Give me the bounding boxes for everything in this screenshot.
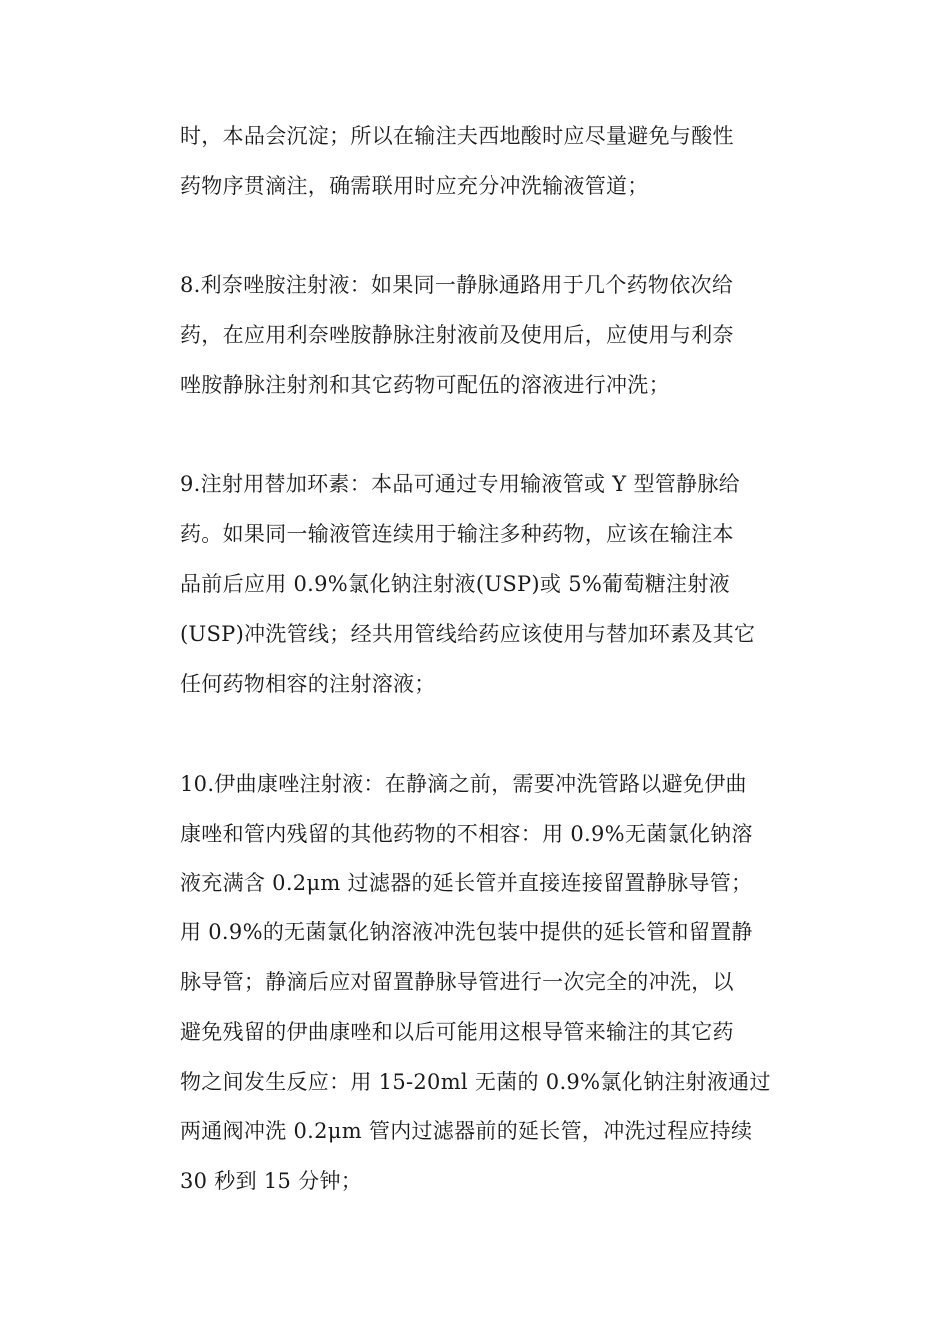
- text-line: 时，本品会沉淀；所以在输注夫西地酸时应尽量避免与酸性: [180, 124, 734, 148]
- text-line: 唑胺静脉注射剂和其它药物可配伍的溶液进行冲洗；: [180, 373, 670, 397]
- text-line: 液充满含 0.2μm 过滤器的延长管并直接连接留置静脉导管；: [180, 871, 753, 895]
- text-line: 药。如果同一输液管连续用于输注多种药物，应该在输注本: [180, 522, 734, 546]
- text-line: 任何药物相容的注射溶液；: [180, 672, 436, 696]
- text-line: 脉导管；静滴后应对留置静脉导管进行一次完全的冲洗，以: [180, 970, 734, 994]
- text-line: 30 秒到 15 分钟；: [180, 1169, 363, 1193]
- text-line: 10.伊曲康唑注射液：在静滴之前，需要冲洗管路以避免伊曲: [180, 772, 747, 796]
- text-line: 9.注射用替加环素：本品可通过专用输液管或 Y 型管静脉给: [180, 472, 740, 496]
- text-line: 8.利奈唑胺注射液：如果同一静脉通路用于几个药物依次给: [180, 273, 734, 297]
- text-line: (USP)冲洗管线；经共用管线给药应该使用与替加环素及其它: [180, 622, 756, 646]
- text-line: 物之间发生反应：用 15-20ml 无菌的 0.9%氯化钠注射液通过: [180, 1070, 771, 1094]
- text-line: 药物序贯滴注，确需联用时应充分冲洗输液管道；: [180, 174, 649, 198]
- text-line: 用 0.9%的无菌氯化钠溶液冲洗包装中提供的延长管和留置静: [180, 920, 753, 944]
- text-line: 康唑和管内残留的其他药物的不相容：用 0.9%无菌氯化钠溶: [180, 822, 753, 846]
- text-line: 药，在应用利奈唑胺静脉注射液前及使用后，应使用与利奈: [180, 323, 734, 347]
- text-line: 品前后应用 0.9%氯化钠注射液(USP)或 5%葡萄糖注射液: [180, 572, 730, 596]
- text-line: 两通阀冲洗 0.2μm 管内过滤器前的延长管，冲洗过程应持续: [180, 1119, 753, 1143]
- text-line: 避免残留的伊曲康唑和以后可能用这根导管来输注的其它药: [180, 1020, 734, 1044]
